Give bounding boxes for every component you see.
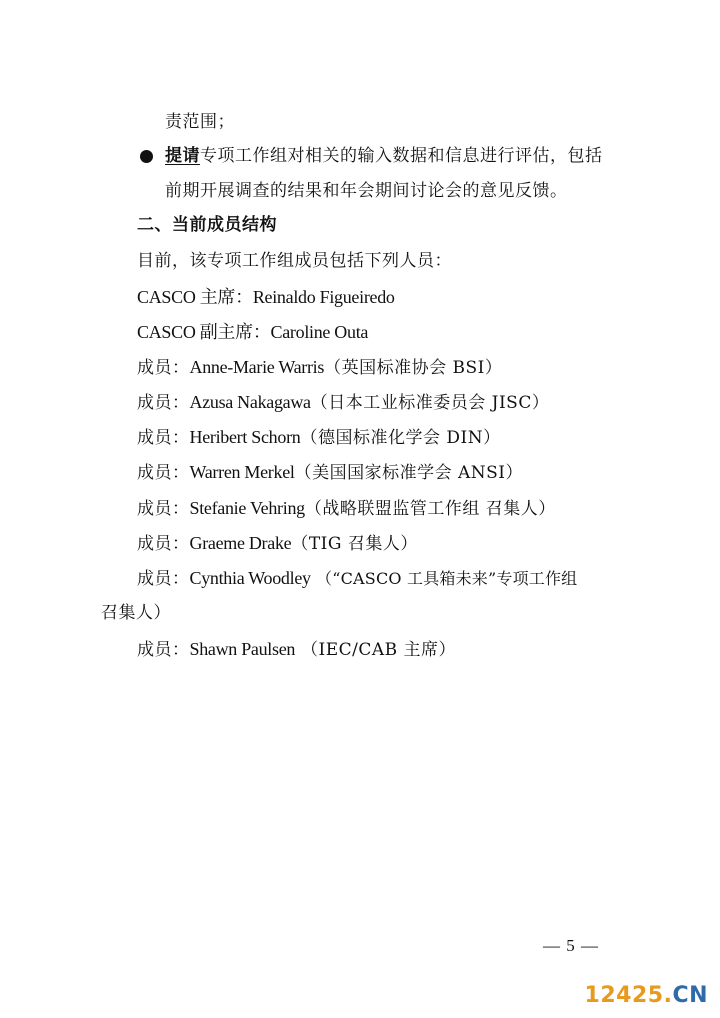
member-name: Heribert Schorn [189, 427, 301, 447]
member-line [137, 285, 395, 310]
member-role: 成员： [137, 463, 190, 483]
member-line [137, 496, 556, 521]
member-role: CASCO 主席： [137, 287, 253, 307]
member-line [137, 531, 418, 556]
member-role: 成员： [137, 534, 190, 554]
member-line [137, 460, 523, 485]
member-line [137, 320, 368, 345]
member-name: Graeme Drake [189, 533, 292, 553]
member-note: （TIG 召集人） [291, 534, 418, 554]
member-note: （德国标准化学会 DIN） [300, 428, 501, 448]
site-watermark-logo [585, 983, 708, 1008]
member-line [137, 355, 502, 380]
member-name: Stefanie Vehring [189, 498, 305, 518]
member-note: （英国标准协会 BSI） [324, 358, 503, 378]
member-name: Reinaldo Figueiredo [252, 287, 395, 307]
intro-line: 目前，该专项工作组成员包括下列人员： [137, 251, 452, 271]
member-role: CASCO 副主席： [137, 322, 271, 342]
member-line [137, 637, 456, 662]
member-role: 成员： [137, 499, 190, 519]
member-name: Cynthia Woodley [189, 568, 311, 588]
member-role: 成员： [137, 393, 190, 413]
member-name: Warren Merkel [189, 462, 295, 482]
member-role: 成员： [137, 569, 190, 589]
member-line [137, 390, 549, 415]
member-role: 成员： [137, 428, 190, 448]
member-name: Azusa Nakagawa [189, 392, 311, 412]
member-note: （“CASCO 工具箱未来”专项工作组 [310, 569, 578, 588]
member-note: （美国国家标准学会 ANSI） [294, 463, 524, 483]
page-number: — 5 — [543, 936, 599, 955]
member-note: （战略联盟监管工作组 召集人） [304, 499, 556, 519]
bullet-line [165, 144, 603, 168]
member-name: Caroline Outa [270, 322, 369, 342]
section-heading: 二、当前成员结构 [137, 215, 277, 235]
member-role: 成员： [137, 640, 190, 660]
emphasis-text: 提请 [165, 146, 200, 166]
member-note: （IEC/CAB 主席） [295, 640, 457, 660]
watermark-suffix: CN [672, 983, 708, 1008]
member-role: 成员： [137, 358, 190, 378]
member-note: （日本工业标准委员会 JISC） [310, 393, 550, 413]
text-line: 召集人） [101, 603, 171, 623]
member-name: Anne-Marie Warris [189, 357, 325, 377]
watermark-number: 12425 [584, 983, 664, 1008]
watermark-dot: . [663, 983, 673, 1008]
text-line: 责范围； [165, 112, 235, 132]
member-line [137, 425, 501, 450]
bullet-text: 专项工作组对相关的输入数据和信息进行评估，包括 [200, 146, 603, 166]
member-name: Shawn Paulsen [189, 639, 296, 659]
member-line [137, 566, 577, 591]
text-line: 前期开展调查的结果和年会期间讨论会的意见反馈。 [165, 181, 568, 201]
bullet-dot-icon [140, 150, 153, 163]
